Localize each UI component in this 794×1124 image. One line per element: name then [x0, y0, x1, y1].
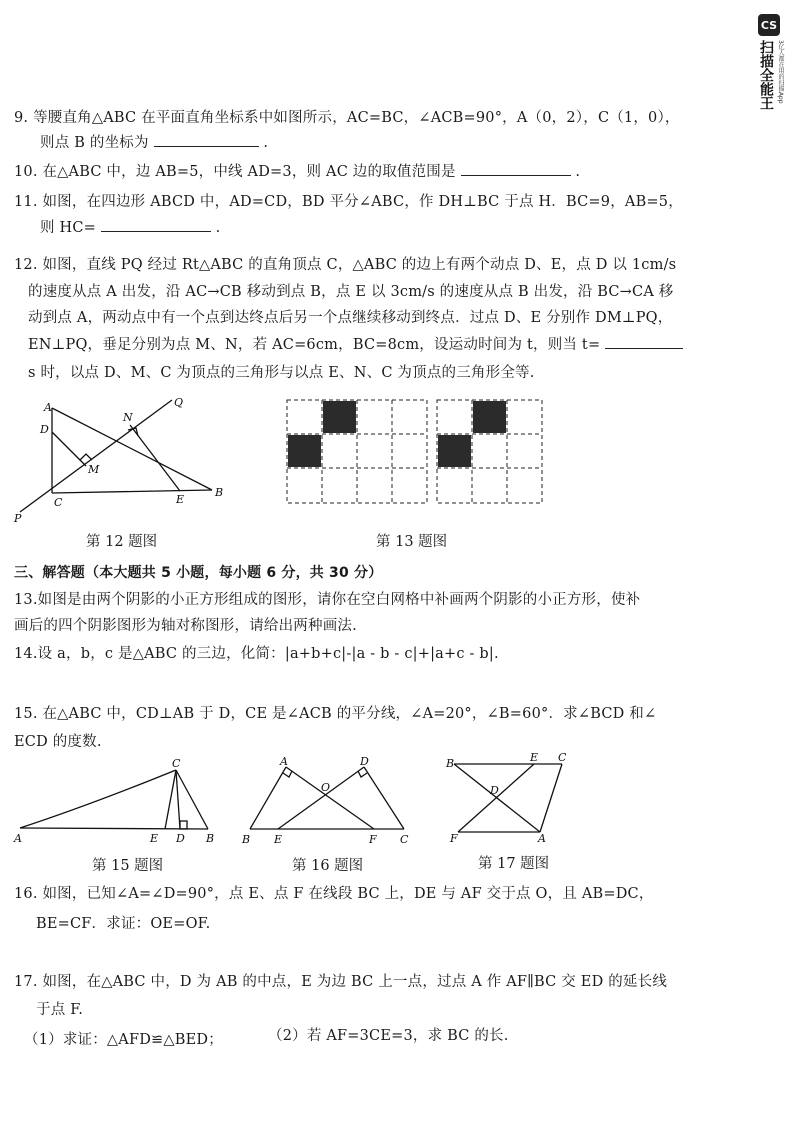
shaded-square: [473, 401, 506, 433]
q12-line5: s 时，以点 D、M、C 为顶点的三角形与以点 E、N、C 为顶点的三角形全等.: [28, 365, 535, 381]
grid-right: [437, 400, 542, 503]
shaded-square: [323, 401, 356, 433]
right-angle-d: [358, 771, 367, 777]
q9-line2: 则点 B 的坐标为 .: [40, 131, 268, 152]
right-angle-d: [180, 821, 187, 829]
fig12-label-A: A: [44, 401, 52, 414]
fig15-label-C: C: [172, 757, 181, 770]
q17-part1: （1）求证：△AFD≌△BED；: [24, 1032, 223, 1048]
fig17-label-B: B: [446, 757, 455, 770]
fig12-label-P: P: [14, 512, 22, 525]
fig16-label-C: C: [400, 833, 409, 846]
fig12-label-E: E: [176, 493, 185, 506]
watermark-sub: 3亿人都在用的扫描App: [777, 40, 784, 104]
fig12-label-C: C: [54, 496, 63, 509]
q10-answer-blank[interactable]: [461, 161, 571, 176]
figure-13: [285, 398, 555, 506]
segment-ac: [20, 770, 176, 828]
q15-line1: 15. 在△ABC 中，CD⊥AB 于 D，CE 是∠ACB 的平分线，∠A=20°，∠B=60°．求∠BCD 和∠: [14, 706, 657, 722]
fig17-label-E: E: [530, 751, 539, 764]
segment-cb: [52, 490, 212, 493]
q11-answer-blank[interactable]: [101, 217, 211, 232]
fig15-label-A: A: [14, 832, 22, 845]
watermark-name: 扫描全能王: [758, 40, 774, 110]
grid-left: [287, 400, 427, 503]
q11-line1: 11. 如图，在四边形 ABCD 中，AD=CD，BD 平分∠ABC，作 DH⊥BC 于点 H．BC=9，AB=5，: [14, 194, 683, 210]
fig16-label-A: A: [280, 755, 288, 768]
fig16-caption: 第 16 题图: [292, 858, 364, 874]
figure-17: [440, 752, 590, 844]
fig15-label-D: D: [176, 832, 185, 845]
fig16-label-B: B: [242, 833, 251, 846]
figure-15: [0, 755, 230, 850]
fig16-label-F: F: [369, 833, 377, 846]
fig16-label-O: O: [321, 781, 331, 794]
fig17-label-C: C: [558, 751, 567, 764]
q9-answer-blank[interactable]: [154, 132, 259, 147]
segment-ce: [165, 770, 176, 829]
line-pq: [20, 400, 172, 512]
segment-ca: [540, 764, 562, 832]
fig17-label-D: D: [490, 784, 499, 797]
fig17-label-A: A: [538, 832, 546, 845]
segment-ef: [458, 764, 534, 832]
q13-line1: 13.如图是由两个阴影的小正方形组成的图形，请你在空白网格中补画两个阴影的小正方形，使补: [14, 592, 641, 608]
segment-dm: [52, 432, 86, 466]
q10-line: 10. 在△ABC 中，边 AB=5，中线 AD=3，则 AC 边的取值范围是 .: [14, 160, 580, 181]
q11-line2: 则 HC= .: [40, 216, 220, 237]
fig12-label-N: N: [123, 411, 133, 424]
segment-dc: [364, 767, 404, 829]
fig13-caption: 第 13 题图: [376, 534, 448, 550]
q12-line1: 12. 如图，直线 PQ 经过 Rt△ABC 的直角顶点 C，△ABC 的边上有两个动点 D、E，点 D 以 1cm/s: [14, 257, 677, 273]
q12-answer-blank[interactable]: [605, 334, 683, 349]
fig12-label-B: B: [215, 486, 224, 499]
q16-line1: 16. 如图，已知∠A=∠D=90°，点 E、点 F 在线段 BC 上，DE 与 AF 交于点 O，且 AB=DC，: [14, 886, 654, 902]
fig12-label-M: M: [88, 463, 100, 476]
fig15-caption: 第 15 题图: [92, 858, 164, 874]
segment-ba: [454, 764, 540, 832]
fig17-caption: 第 17 题图: [478, 856, 550, 872]
q14-line1: 14.设 a，b，c 是△ABC 的三边，化简：|a+b+c|-|a - b - c|+|a+c - b|.: [14, 646, 499, 662]
q16-line2: BE=CF．求证：OE=OF.: [36, 916, 211, 932]
q15-line2: ECD 的度数.: [14, 734, 102, 750]
fig17-label-F: F: [450, 832, 458, 845]
figure-12: [0, 390, 240, 525]
shaded-square: [438, 435, 471, 467]
q13-line2: 画后的四个阴影图形为轴对称图形，请给出两种画法.: [14, 618, 357, 634]
cs-logo-icon: CS: [758, 14, 780, 36]
q12-line3: 动到点 A，两动点中有一个点到达终点后另一个点继续移动到终点．过点 D、E 分别作 DM⊥PQ，: [28, 310, 673, 326]
fig16-label-D: D: [360, 755, 369, 768]
fig16-label-E: E: [274, 833, 283, 846]
fig15-label-B: B: [206, 832, 215, 845]
right-angle-m: [80, 454, 92, 460]
q12-line2: 的速度从点 A 出发，沿 AC→CB 移动到点 B，点 E 以 3cm/s 的速度从点 B 出发，沿 BC→CA 移: [28, 284, 674, 300]
fig15-label-E: E: [150, 832, 159, 845]
q17-line2: 于点 F.: [36, 1002, 84, 1018]
fig12-label-Q: Q: [174, 396, 184, 409]
figure-16: [236, 755, 416, 850]
q17-part2: （2）若 AF=3CE=3，求 BC 的长.: [268, 1028, 509, 1044]
segment-cd: [176, 770, 180, 829]
scanner-watermark: [756, 14, 786, 124]
segment-de: [278, 767, 364, 829]
fig12-caption: 第 12 题图: [86, 534, 158, 550]
q9-line1: 9. 等腰直角△ABC 在平面直角坐标系中如图所示，AC=BC，∠ACB=90°，A（0，2），C（1，0），: [14, 110, 680, 126]
segment-ab: [250, 767, 286, 829]
segment-cb: [176, 770, 208, 829]
q12-line4: EN⊥PQ，垂足分别为点 M、N，若 AC=6cm，BC=8cm，设运动时间为 t，则当 t=: [28, 333, 683, 354]
q17-line1: 17. 如图，在△ABC 中，D 为 AB 的中点，E 为边 BC 上一点，过点 A 作 AF∥BC 交 ED 的延长线: [14, 974, 668, 990]
shaded-square: [288, 435, 321, 467]
section3-title: 三、解答题（本大题共 5 小题，每小题 6 分，共 30 分）: [14, 565, 383, 581]
right-angle-a: [283, 771, 292, 777]
fig12-label-D: D: [40, 423, 49, 436]
